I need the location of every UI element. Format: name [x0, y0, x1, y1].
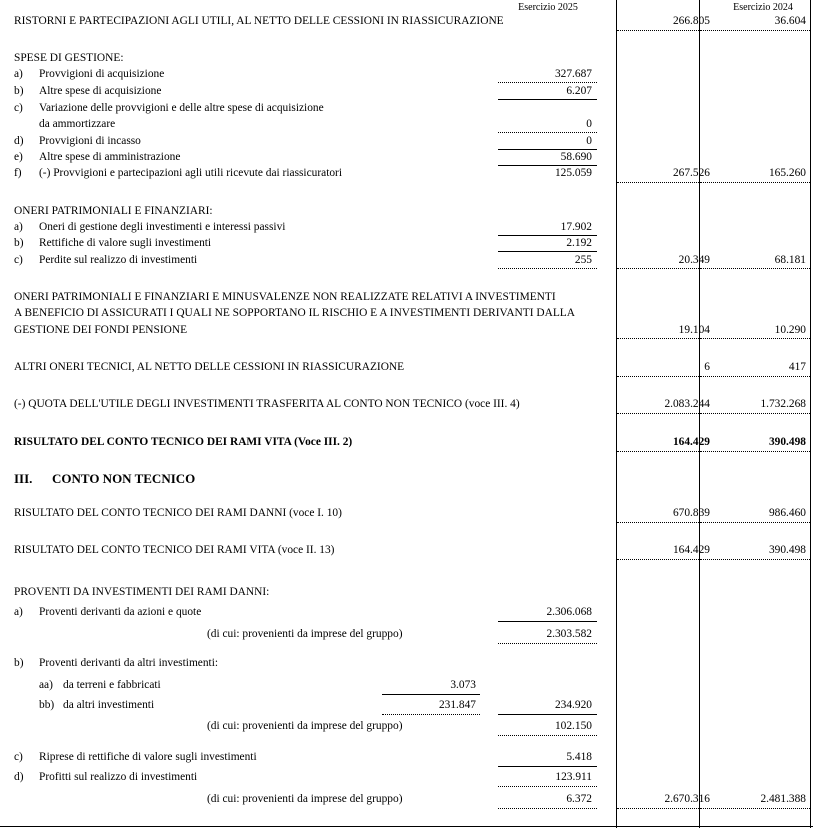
row-letter: c)	[14, 254, 23, 266]
total-underline	[700, 30, 810, 31]
row-label: Proventi derivanti da altri investimenti:	[39, 657, 219, 669]
row-label: da ammortizzare	[39, 118, 116, 130]
column-divider-2024	[699, 0, 700, 828]
row-label: ONERI PATRIMONIALI E FINANZIARI E MINUSVALENZE NON REALIZZATE RELATIVI A INVESTIMENTI	[14, 291, 556, 303]
row-label: (di cui: provenienti da imprese del gruppo)	[207, 720, 403, 732]
row-letter: d)	[14, 771, 24, 783]
row-label: (-) QUOTA DELL'UTILE DEGLI INVESTIMENTI TRASFERITA AL CONTO NON TECNICO (voce III. 4)	[14, 398, 520, 410]
subsub-underline	[382, 694, 480, 695]
total-underline	[617, 522, 699, 523]
total-underline	[617, 338, 699, 339]
total-underline	[700, 451, 810, 452]
total-underline	[700, 268, 810, 269]
row-label: ALTRI ONERI TECNICI, AL NETTO DELLE CESSIONI IN RIASSICURAZIONE	[14, 361, 405, 373]
row-letter: b)	[14, 237, 24, 249]
row-letter: a)	[14, 68, 23, 80]
row-label: Altre spese di amministrazione	[39, 151, 181, 163]
sub-value: 6.207	[566, 85, 592, 97]
sub-value: 2.306.068	[546, 606, 592, 618]
row-label: Proventi derivanti da azioni e quote	[39, 606, 202, 618]
sub-underline	[498, 82, 597, 83]
row-label: A BENEFICIO DI ASSICURATI I QUALI NE SOPPORTANO IL RISCHIO E A INVESTIMENTI DERIVANTI DALLA	[14, 307, 575, 319]
sub-underline	[498, 621, 597, 622]
total-underline	[700, 522, 810, 523]
value-2025: 2.083.244	[664, 398, 710, 410]
row-label: da terreni e fabbricati	[63, 679, 161, 691]
value-2025: 20.349	[678, 254, 710, 266]
value-2025: 670.839	[672, 507, 710, 519]
sub-underline	[498, 643, 597, 644]
sub-value: 2.303.582	[546, 628, 592, 640]
value-2025: 266.805	[672, 15, 710, 27]
section-number: III.	[14, 471, 33, 486]
row-letter: a)	[14, 606, 23, 618]
value-2025: 6	[704, 361, 710, 373]
sub-value: 5.418	[566, 751, 592, 763]
value-2024: 390.498	[768, 436, 806, 448]
sub-underline	[498, 786, 597, 787]
row-letter: c)	[14, 102, 23, 114]
row-letter: b)	[14, 85, 24, 97]
value-2024: 36.604	[774, 15, 806, 27]
total-underline	[700, 376, 810, 377]
sub-underline	[498, 808, 597, 809]
total-underline	[700, 808, 810, 809]
row-letter: e)	[14, 151, 23, 163]
row-label: Profitti sul realizzo di investimenti	[39, 771, 198, 783]
row-label: Perdite sul realizzo di investimenti	[39, 254, 198, 266]
sub-value: 123.911	[555, 771, 592, 783]
total-underline	[617, 413, 699, 414]
sub-underline	[498, 714, 597, 715]
row-letter: f)	[14, 167, 22, 179]
value-2024: 2.481.388	[760, 793, 806, 805]
section-heading: ONERI PATRIMONIALI E FINANZIARI:	[14, 205, 213, 217]
sub-value: 0	[586, 118, 592, 130]
row-label: Riprese di rettifiche di valore sugli investimenti	[39, 751, 257, 763]
sub-underline	[498, 251, 597, 252]
sub-underline	[498, 766, 597, 767]
value-2025: 267.526	[672, 167, 710, 179]
row-label: (-) Provvigioni e partecipazioni agli utili ricevute dai riassicuratori	[39, 167, 343, 179]
total-underline	[617, 182, 699, 183]
section-heading: PROVENTI DA INVESTIMENTI DEI RAMI DANNI:	[14, 586, 270, 598]
total-underline	[700, 182, 810, 183]
total-underline	[617, 268, 699, 269]
subsub-value: 231.847	[438, 699, 476, 711]
sub-underline	[498, 99, 597, 100]
value-2024: 1.732.268	[760, 398, 806, 410]
sub-value: 58.690	[560, 151, 592, 163]
section-heading: SPESE DI GESTIONE:	[14, 52, 124, 64]
sub-value: 102.150	[554, 720, 592, 732]
sub-value: 255	[574, 254, 592, 266]
value-2024: 68.181	[774, 254, 806, 266]
bottom-border	[0, 826, 813, 827]
sub-value: 125.059	[554, 167, 592, 179]
column-divider-right	[810, 0, 811, 828]
row-letter: c)	[14, 751, 23, 763]
sub-value: 0	[586, 135, 592, 147]
sub-value: 6.372	[566, 793, 592, 805]
header-year-2025: Esercizio 2025	[518, 2, 578, 13]
value-2025: 164.429	[672, 436, 710, 448]
value-2024: 10.290	[774, 324, 806, 336]
row-label: Oneri di gestione degli investimenti e interessi passivi	[39, 221, 286, 233]
subsub-value: 3.073	[450, 679, 476, 691]
subsub-underline	[382, 714, 480, 715]
sub-underline	[498, 735, 597, 736]
total-underline	[700, 413, 810, 414]
total-underline	[617, 559, 699, 560]
row-label: RISTORNI E PARTECIPAZIONI AGLI UTILI, AL NETTO DELLE CESSIONI IN RIASSICURAZIONE	[14, 15, 504, 27]
section-result: RISULTATO DEL CONTO TECNICO DEI RAMI VITA (Voce III. 2)	[14, 436, 353, 448]
sub-value: 327.687	[554, 68, 592, 80]
header-year-2024: Esercizio 2024	[733, 2, 793, 13]
row-label: Provvigioni di acquisizione	[39, 68, 165, 80]
row-letter: a)	[14, 221, 23, 233]
sub-underline	[498, 132, 597, 133]
total-underline	[617, 451, 699, 452]
row-label: Altre spese di acquisizione	[39, 85, 162, 97]
row-label: da altri investimenti	[63, 699, 155, 711]
row-label: RISULTATO DEL CONTO TECNICO DEI RAMI DANNI (voce I. 10)	[14, 507, 342, 519]
sub-value: 234.920	[554, 699, 592, 711]
sub-underline	[498, 268, 597, 269]
row-letter: d)	[14, 135, 24, 147]
row-label: GESTIONE DEI FONDI PENSIONE	[14, 324, 188, 336]
row-label: Variazione delle provvigioni e delle altre spese di acquisizione	[39, 102, 324, 114]
row-label: (di cui: provenienti da imprese del gruppo)	[207, 793, 403, 805]
column-divider-2025	[616, 0, 617, 828]
row-letter: bb)	[39, 699, 55, 711]
total-underline	[617, 30, 699, 31]
value-2024: 165.260	[768, 167, 806, 179]
section-title: CONTO NON TECNICO	[52, 471, 196, 486]
row-label: (di cui: provenienti da imprese del gruppo)	[207, 628, 403, 640]
total-underline	[617, 376, 699, 377]
value-2024: 986.460	[768, 507, 806, 519]
value-2025: 164.429	[672, 544, 710, 556]
row-letter: b)	[14, 657, 24, 669]
row-letter: aa)	[39, 679, 53, 691]
sub-value: 2.192	[566, 237, 592, 249]
value-2024: 417	[788, 361, 806, 373]
value-2025: 19.104	[678, 324, 710, 336]
sub-value: 17.902	[560, 221, 592, 233]
row-label: Rettifiche di valore sugli investimenti	[39, 237, 212, 249]
value-2025: 2.670.316	[664, 793, 710, 805]
row-label: RISULTATO DEL CONTO TECNICO DEI RAMI VITA (voce II. 13)	[14, 544, 335, 556]
value-2024: 390.498	[768, 544, 806, 556]
total-underline	[700, 338, 810, 339]
total-underline	[700, 559, 810, 560]
total-underline	[617, 808, 699, 809]
row-label: Provvigioni di incasso	[39, 135, 141, 147]
